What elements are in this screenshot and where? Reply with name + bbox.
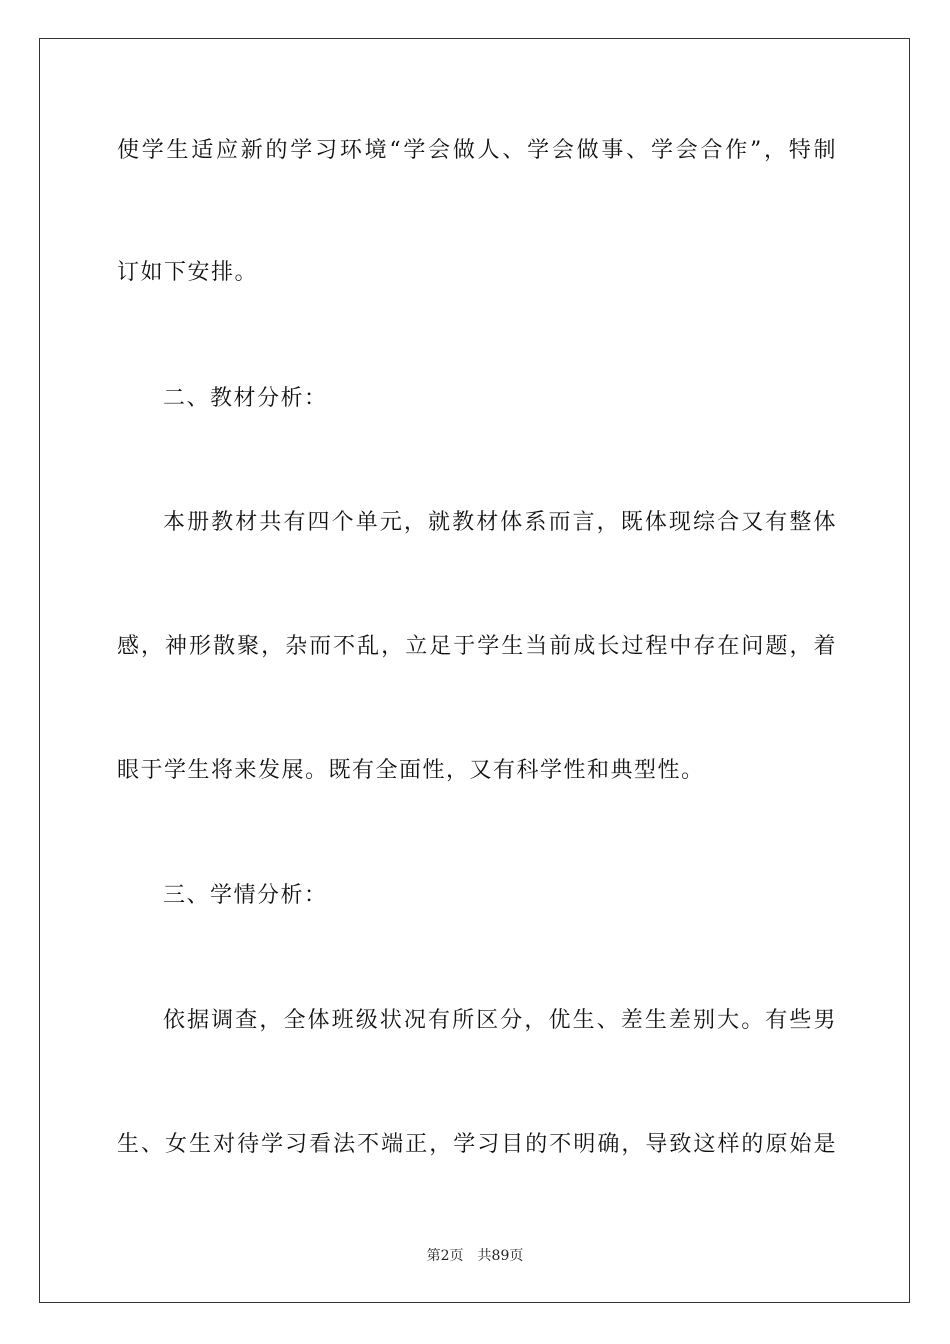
- section-heading: 三、学情分析：: [163, 883, 328, 908]
- paragraph-line: 眼于学生将来发展。既有全面性，又有科学性和典型性。: [117, 758, 705, 783]
- paragraph-line: 依据调查，全体班级状况有所区分，优生、差生差别大。有些男: [163, 1008, 837, 1033]
- page-total: 共89页: [477, 1248, 524, 1264]
- page-footer: [0, 1246, 950, 1266]
- paragraph-line: 订如下安排。: [117, 260, 259, 285]
- paragraph-line: 感，神形散聚，杂而不乱，立足于学生当前成长过程中存在问题，着: [117, 634, 837, 659]
- paragraph-line: 使学生适应新的学习环境“学会做人、学会做事、学会合作”，特制: [117, 138, 837, 163]
- paragraph-line: 本册教材共有四个单元，就教材体系而言，既体现综合又有整体: [163, 510, 837, 535]
- paragraph-line: 生、女生对待学习看法不端正，学习目的不明确，导致这样的原始是: [117, 1132, 837, 1157]
- section-heading: 二、教材分析：: [163, 386, 328, 411]
- document-page: [39, 38, 910, 1303]
- page-number: 第2页: [426, 1248, 464, 1264]
